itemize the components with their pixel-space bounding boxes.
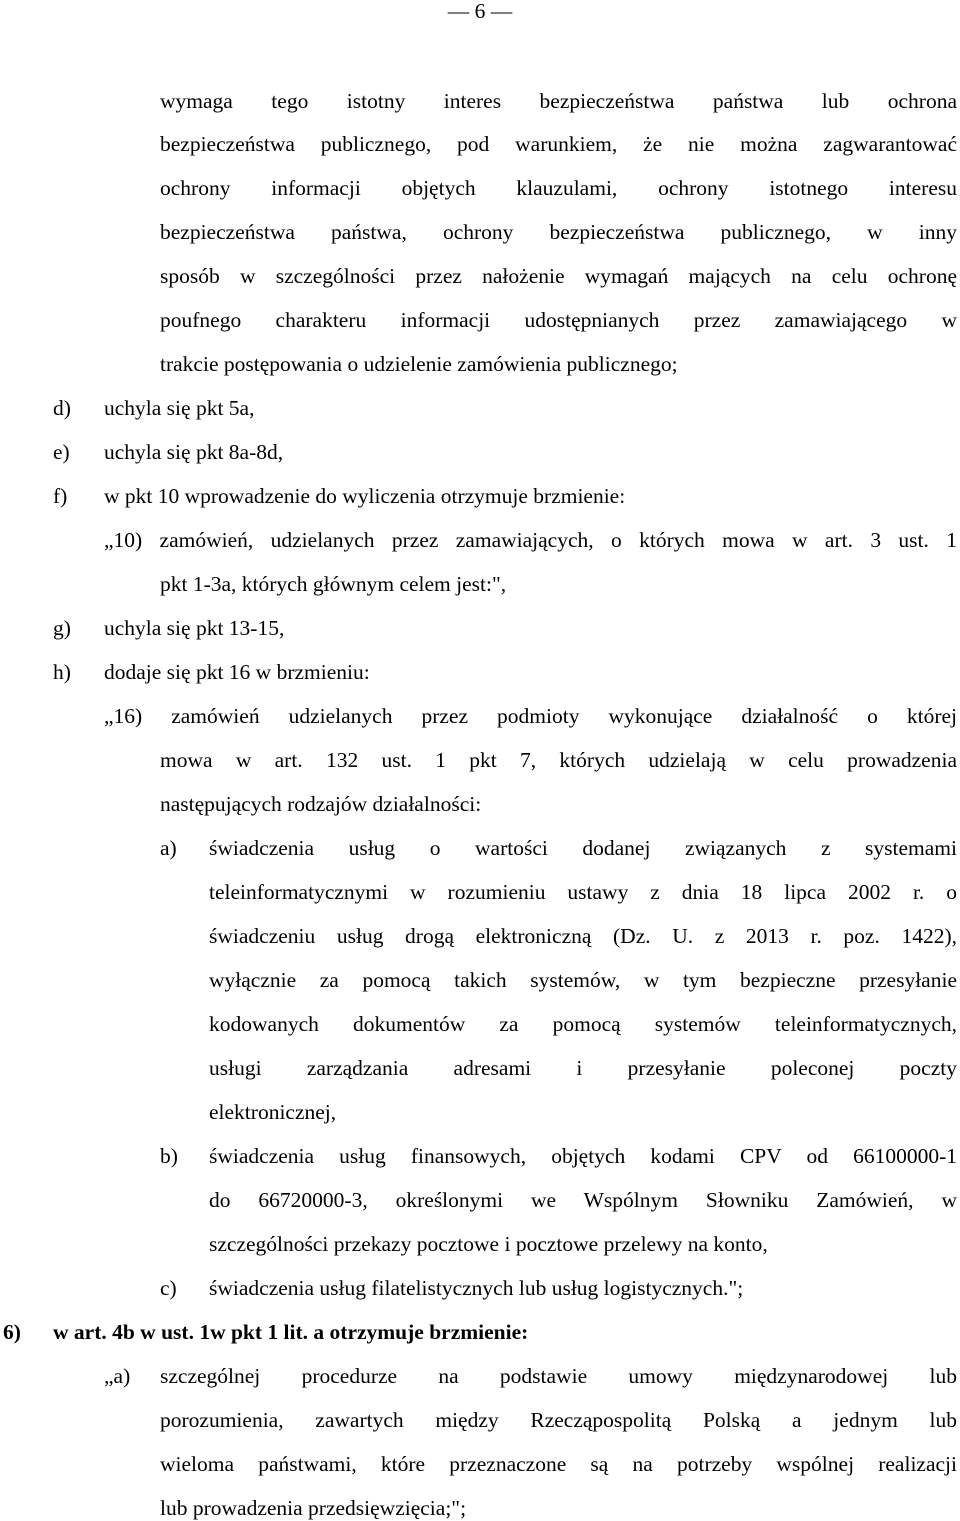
paragraph-line: bezpieczeństwa publicznego, pod warunkiem, że nie można zagwarantować bbox=[160, 132, 957, 156]
subitem-line: świadczenia usług finansowych, objętych kodami CPV od 66100000-1 bbox=[209, 1144, 957, 1168]
quote-line: szczególnej procedurze na podstawie umowy międzynarodowej lub bbox=[160, 1364, 957, 1388]
paragraph-line: trakcie postępowania o udzielenie zamówienia publicznego; bbox=[160, 352, 678, 376]
paragraph-line: wymaga tego istotny interes bezpieczeństwa państwa lub ochrona bbox=[160, 89, 957, 113]
subitem-line: wyłącznie za pomocą takich systemów, w tym bezpieczne przesyłanie bbox=[209, 968, 957, 992]
item-text: uchyla się pkt 5a, bbox=[104, 396, 255, 420]
quote-label: „a) bbox=[104, 1364, 131, 1388]
subitem-label: b) bbox=[160, 1144, 178, 1168]
item-text: uchyla się pkt 13-15, bbox=[104, 616, 285, 640]
subitem-line: świadczenia usług filatelistycznych lub usług logistycznych."; bbox=[209, 1276, 744, 1300]
subitem-line: kodowanych dokumentów za pomocą systemów teleinformatycznych, bbox=[209, 1012, 957, 1036]
paragraph-line: ochrony informacji objętych klauzulami, ochrony istotnego interesu bbox=[160, 176, 957, 200]
point-text: w art. 4b w ust. 1w pkt 1 lit. a otrzymuje brzmienie: bbox=[53, 1320, 529, 1344]
subitem-label: a) bbox=[160, 836, 177, 860]
item-label: g) bbox=[53, 616, 71, 640]
item-text: dodaje się pkt 16 w brzmieniu: bbox=[104, 660, 370, 684]
page-number: — 6 — bbox=[447, 0, 513, 23]
subitem-line: świadczenia usług o wartości dodanej związanych z systemami bbox=[209, 836, 957, 860]
subitem-line: świadczeniu usług drogą elektroniczną (Dz. U. z 2013 r. poz. 1422), bbox=[209, 924, 957, 948]
item-label: e) bbox=[53, 440, 70, 464]
subitem-line: do 66720000-3, określonymi we Wspólnym Słowniku Zamówień, w bbox=[209, 1188, 957, 1212]
item-label: f) bbox=[53, 484, 68, 508]
quote-line: „16) zamówień udzielanych przez podmioty wykonujące działalność o której bbox=[104, 704, 957, 728]
subitem-line: usługi zarządzania adresami i przesyłanie poleconej poczty bbox=[209, 1056, 957, 1080]
quote-line: lub prowadzenia przedsięwzięcia;"; bbox=[160, 1496, 467, 1520]
paragraph-line: bezpieczeństwa państwa, ochrony bezpieczeństwa publicznego, w inny bbox=[160, 220, 957, 244]
subitem-label: c) bbox=[160, 1276, 177, 1300]
paragraph-line: poufnego charakteru informacji udostępnianych przez zamawiającego w bbox=[160, 308, 957, 332]
subitem-line: szczególności przekazy pocztowe i pocztowe przelewy na konto, bbox=[209, 1232, 768, 1256]
quote-line: następujących rodzajów działalności: bbox=[160, 792, 482, 816]
quote-line: pkt 1-3a, których głównym celem jest:", bbox=[160, 572, 507, 596]
paragraph-line: sposób w szczególności przez nałożenie wymagań mających na celu ochronę bbox=[160, 264, 957, 288]
item-label: h) bbox=[53, 660, 71, 684]
quote-line: porozumienia, zawartych między Rzecząpospolitą Polską a jednym lub bbox=[160, 1408, 957, 1432]
quote-line: „10) zamówień, udzielanych przez zamawiających, o których mowa w art. 3 ust. 1 bbox=[104, 528, 957, 552]
subitem-line: teleinformatycznymi w rozumieniu ustawy z dnia 18 lipca 2002 r. o bbox=[209, 880, 957, 904]
point-label: 6) bbox=[3, 1320, 21, 1344]
item-text: uchyla się pkt 8a-8d, bbox=[104, 440, 284, 464]
quote-line: mowa w art. 132 ust. 1 pkt 7, których udzielają w celu prowadzenia bbox=[160, 748, 957, 772]
item-label: d) bbox=[53, 396, 71, 420]
subitem-line: elektronicznej, bbox=[209, 1100, 337, 1124]
quote-line: wieloma państwami, które przeznaczone są na potrzeby wspólnej realizacji bbox=[160, 1452, 957, 1476]
item-text: w pkt 10 wprowadzenie do wyliczenia otrzymuje brzmienie: bbox=[104, 484, 626, 508]
